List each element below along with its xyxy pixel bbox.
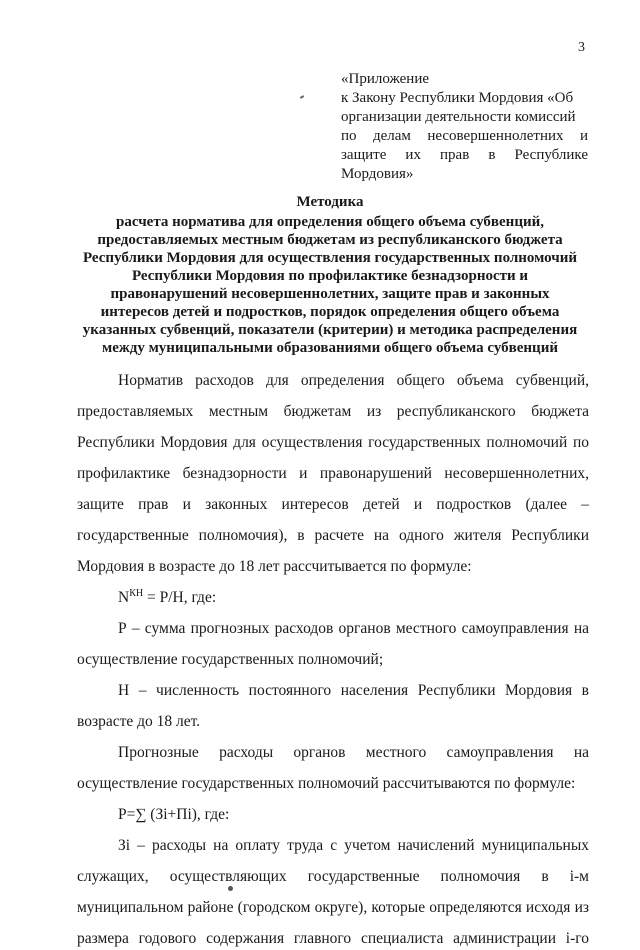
body-line: возрасте до 18 лет. xyxy=(77,713,201,730)
body-line: Р – сумма прогнозных расходов органов местного самоуправления на xyxy=(118,620,589,637)
title-line: указанных субвенций, показатели (критерии) и методика распределения xyxy=(82,322,578,338)
title-line: интересов детей и подростков, порядок определения общего объема xyxy=(100,304,560,320)
body-line: Прогнозные расходы органов местного самоуправления на xyxy=(118,744,589,761)
formula-line: Р=∑ (Зi+Пi), где: xyxy=(118,806,230,823)
formula-symbol: N xyxy=(118,589,130,606)
appendix-line: по делам несовершеннолетних и xyxy=(341,128,588,144)
body-line: Норматив расходов для определения общего объема субвенций, xyxy=(118,372,589,389)
document-heading: Методика xyxy=(296,194,364,210)
body-line: государственные полномочия), в расчете на одного жителя Республики xyxy=(77,527,589,544)
body-line: Мордовия в возрасте до 18 лет рассчитывается по формуле: xyxy=(77,558,472,575)
page-number: 3 xyxy=(578,40,585,55)
appendix-block xyxy=(341,70,588,184)
body-line: профилактике безнадзорности и правонарушений несовершеннолетних, xyxy=(77,465,589,482)
appendix-line: к Закону Республики Мордовия «Об xyxy=(341,90,574,106)
appendix-line: Мордовия» xyxy=(341,166,414,182)
title-line: между муниципальными образованиями общего объема субвенций xyxy=(102,340,558,356)
title-block xyxy=(60,193,600,357)
formula-superscript: КН xyxy=(129,587,144,599)
body-line: муниципальном районе (городском округе), которые определяются исходя из xyxy=(77,899,589,916)
body-line: служащих, осуществляющих государственные полномочия в i-м xyxy=(77,868,589,885)
title-line: правонарушений несовершеннолетних, защите прав и законных xyxy=(110,286,550,302)
formula-rest: = Р/Н, где: xyxy=(143,589,217,606)
stray-dot xyxy=(228,886,233,891)
title-line: Республики Мордовия для осуществления государственных полномочий xyxy=(82,250,578,266)
title-line: Республики Мордовия по профилактике безнадзорности и xyxy=(131,268,529,284)
appendix-line: защите их прав в Республике xyxy=(341,147,588,163)
body-line: Зi – расходы на оплату труда с учетом начислений муниципальных xyxy=(118,837,589,854)
body-line: Н – численность постоянного населения Республики Мордовия в xyxy=(118,682,589,699)
appendix-line: организации деятельности комиссий xyxy=(341,109,576,125)
body-line: осуществление государственных полномочий рассчитываются по формуле: xyxy=(77,775,576,792)
body-line: защите прав и законных интересов детей и подростков (далее – xyxy=(77,496,589,513)
body-line: предоставляемых местным бюджетам из республиканского бюджета xyxy=(77,403,589,420)
body-line: осуществление государственных полномочий; xyxy=(77,651,384,668)
stray-mark xyxy=(300,95,304,99)
body-line: размера годового содержания главного специалиста администрации i-го xyxy=(77,930,589,947)
formula-line xyxy=(77,589,589,609)
appendix-line: «Приложение xyxy=(341,71,430,87)
title-line: расчета норматива для определения общего объема субвенций, xyxy=(116,214,544,230)
title-line: предоставляемых местным бюджетам из республиканского бюджета xyxy=(97,232,563,248)
body-line: Республики Мордовия для осуществления государственных полномочий по xyxy=(77,434,589,451)
